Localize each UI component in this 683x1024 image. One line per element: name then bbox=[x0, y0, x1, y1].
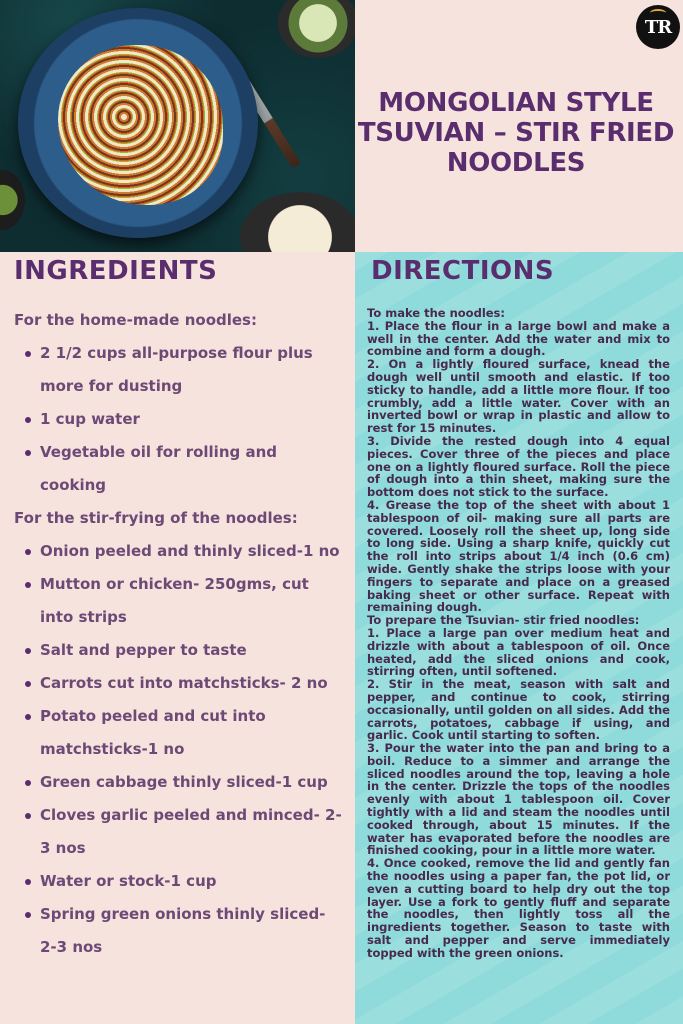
list-item: Spring green onions thinly sliced- 2-3 nos bbox=[40, 898, 344, 964]
list-item: Potato peeled and cut into matchsticks-1 no bbox=[40, 700, 344, 766]
direction-line: 3. Divide the rested dough into 4 equal pieces. Cover three of the pieces and place one on a lightly floured surface. Roll the piece of dough into a thin sheet, making sure the bottom does not stick to the surface. bbox=[367, 433, 670, 500]
direction-line: 4. Once cooked, remove the lid and gently fan the noodles using a paper fan, the pot lid, or even a cutting board to help dry out the top layer. Use a fork to gently fluff and separate the noodles, then lightly toss all the ingredients together. Season to taste with salt and pepper and serve immediately topped with the green onions. bbox=[367, 856, 670, 960]
brand-logo bbox=[636, 5, 680, 49]
ingredients-panel bbox=[0, 252, 355, 1024]
list-item: Onion peeled and thinly sliced-1 no bbox=[40, 535, 344, 568]
direction-line: 1. Place the flour in a large bowl and make a well in the center. Add the water and mix to combine and form a dough. bbox=[367, 318, 670, 359]
direction-line: 2. Stir in the meat, season with salt and pepper, and continue to cook, stirring occasionally, until golden on all sides. Add the carrots, potatoes, cabbage if using, and garlic. Cook until starting to soften. bbox=[367, 677, 670, 743]
list-item: Water or stock-1 cup bbox=[40, 865, 344, 898]
directions-heading: DIRECTIONS bbox=[371, 256, 555, 286]
direction-line: 1. Place a large pan over medium heat and drizzle with about a tablespoon of oil. Once heated, add the sliced onions and cook, stirring often, until softened. bbox=[367, 625, 670, 679]
list-item: 2 1/2 cups all-purpose flour plus more for dusting bbox=[40, 337, 344, 403]
list-item: Vegetable oil for rolling and cooking bbox=[40, 436, 344, 502]
stirfry-ingredient-list bbox=[14, 535, 344, 964]
list-item: Carrots cut into matchsticks- 2 no bbox=[40, 667, 344, 700]
ingredients-subheading: For the stir-frying of the noodles: bbox=[14, 509, 298, 527]
list-item: Green cabbage thinly sliced-1 cup bbox=[40, 766, 344, 799]
directions-content bbox=[367, 307, 670, 1019]
direction-line: 4. Grease the top of the sheet with about 1 tablespoon of oil- making sure all parts are covered. Loosely roll the sheet up, long side to long side. Using a sharp knife, quickly cut the roll into strips about 1/4 inch (0.6 cm) wide. Gently shake the strips loose with your fingers to separate and place on a greased baking sheet or other surface. Repeat with remaining dough. bbox=[367, 497, 670, 615]
direction-line: 2. On a lightly floured surface, knead the dough well until smooth and elastic. If too sticky to handle, add a little more flour. If too crumbly, add a little water. Cover with an inverted bowl or wrap in plastic and allow to rest for 15 minutes. bbox=[367, 357, 670, 436]
directions-panel bbox=[355, 252, 683, 1024]
brand-logo-text: TR bbox=[644, 16, 672, 38]
ingredients-heading: INGREDIENTS bbox=[14, 256, 218, 286]
recipe-title: MONGOLIAN STYLE TSUVIAN – STIR FRIED NOODLES bbox=[357, 88, 675, 178]
list-item: Cloves garlic peeled and minced- 2-3 nos bbox=[40, 799, 344, 865]
list-item: Mutton or chicken- 250gms, cut into strips bbox=[40, 568, 344, 634]
sun-rays-icon bbox=[650, 9, 666, 17]
ingredients-subheading: For the home-made noodles: bbox=[14, 311, 257, 329]
dish-photo bbox=[0, 0, 355, 252]
direction-line: To make the noodles: bbox=[367, 307, 505, 320]
ingredients-content bbox=[14, 304, 344, 964]
direction-line: To prepare the Tsuvian- stir fried noodles: bbox=[367, 613, 640, 628]
list-item: 1 cup water bbox=[40, 403, 344, 436]
list-item: Salt and pepper to taste bbox=[40, 634, 344, 667]
noodle-ingredient-list bbox=[14, 337, 344, 502]
direction-line: 3. Pour the water into the pan and bring to a boil. Reduce to a simmer and arrange the sliced noodles around the top, leaving a hole in the center. Drizzle the tops of the noodles evenly with about 1 tablespoon oil. Cover tightly with a lid and steam the noodles until cooked through, about 15 minutes. If the water has evaporated before the noodles are finished cooking, pour in a little more water. bbox=[367, 741, 670, 858]
